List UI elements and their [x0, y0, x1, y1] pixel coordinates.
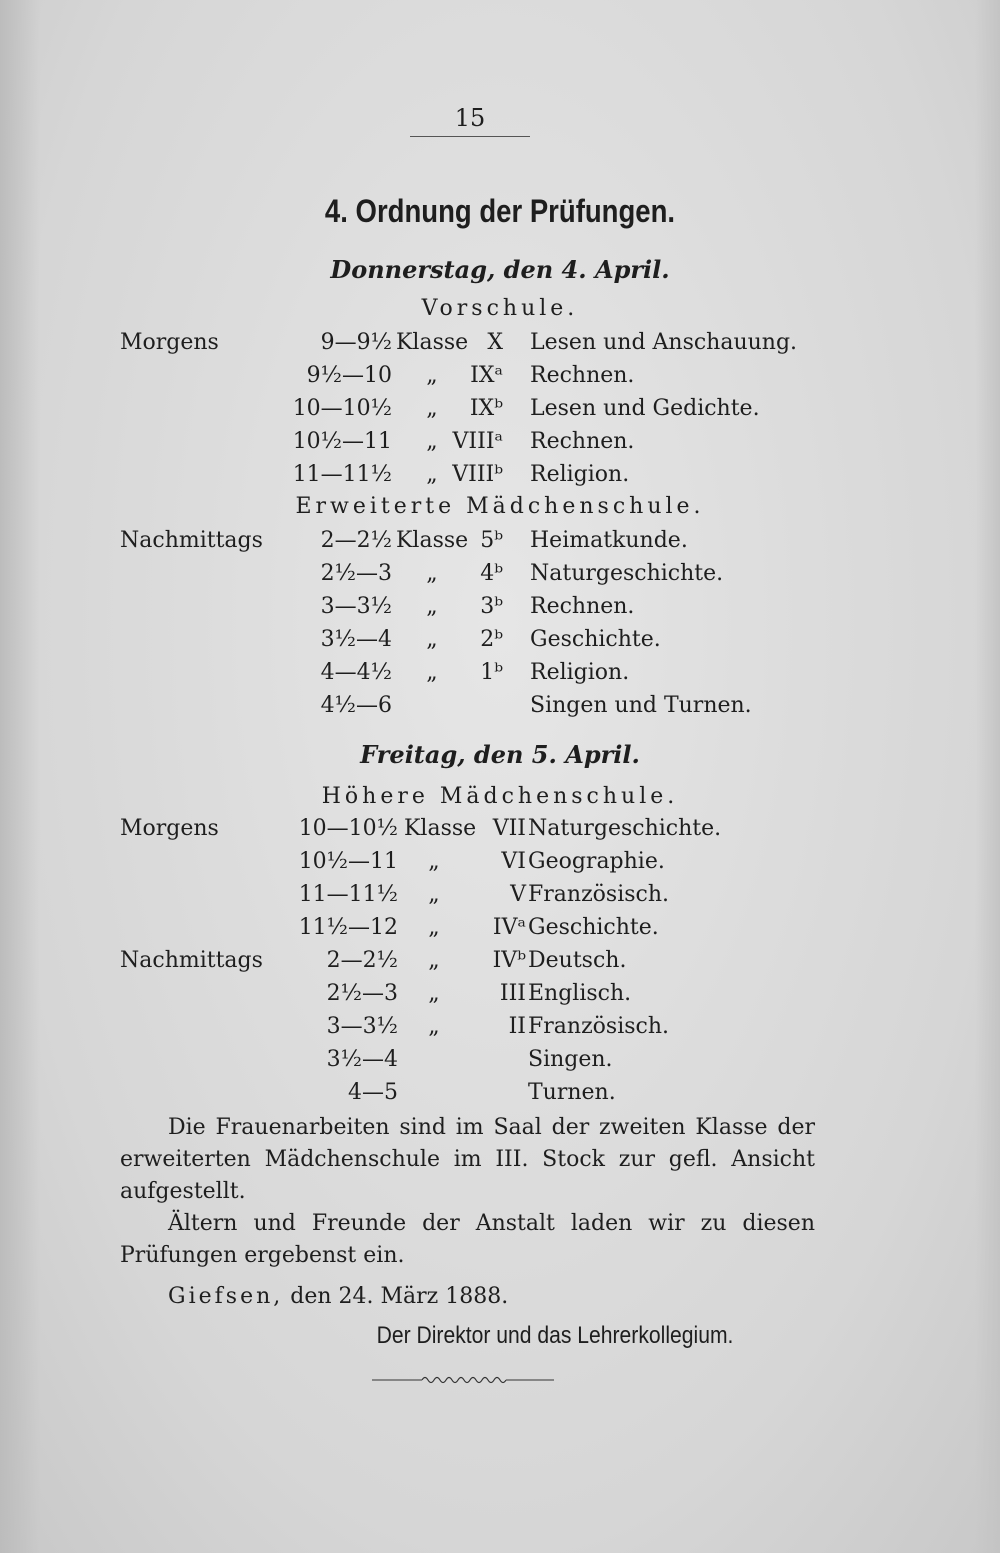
section-heading: Vorschule.	[421, 296, 579, 321]
class-name: VIIIᵃ	[452, 429, 503, 454]
subject: Naturgeschichte.	[530, 561, 724, 586]
signature: Der Direktor und das Lehrerkollegium.	[376, 1322, 734, 1349]
day-heading: Freitag, den 5. April.	[360, 740, 640, 769]
schedule-row	[0, 948, 1000, 980]
class-name: 2ᵇ	[480, 627, 503, 652]
time-slot: 3½—4	[326, 1047, 398, 1072]
schedule-row	[0, 1047, 1000, 1079]
day-heading: Donnerstag, den 4. April.	[330, 255, 670, 284]
class-name: IXᵃ	[470, 363, 503, 388]
time-slot: 10—10½	[298, 816, 398, 841]
ditto-mark: „	[426, 561, 438, 586]
subject: Geschichte.	[530, 627, 661, 652]
ditto-mark: „	[428, 981, 440, 1006]
class-name: 1ᵇ	[480, 660, 503, 685]
subject: Deutsch.	[528, 948, 627, 973]
subject: Geographie.	[528, 849, 665, 874]
time-slot: 10—10½	[292, 396, 392, 421]
subject: Heimatkunde.	[530, 528, 688, 553]
time-slot: 2—2½	[320, 528, 392, 553]
ditto-mark: „	[428, 849, 440, 874]
ditto-mark: „	[428, 1014, 440, 1039]
class-name: IXᵇ	[469, 396, 503, 421]
note-paragraph: Die Frauenarbeiten sind im Saal der zweiten Klasse der erweiterten Mädchenschule im III. Stock zur gefl. Ansicht aufgestellt.	[120, 1115, 815, 1204]
ditto-mark: „	[426, 660, 438, 685]
time-slot: 4—5	[348, 1080, 398, 1105]
class-name: 4ᵇ	[480, 561, 503, 586]
schedule-row	[0, 660, 1000, 692]
ditto-mark: „	[426, 363, 438, 388]
time-slot: 2½—3	[326, 981, 398, 1006]
schedule-row	[0, 528, 1000, 560]
subject: Rechnen.	[530, 594, 635, 619]
time-of-day: Morgens	[120, 330, 219, 355]
schedule-row	[0, 462, 1000, 494]
time-slot: 11½—12	[298, 915, 398, 940]
time-slot: 4½—6	[320, 693, 392, 718]
subject: Turnen.	[528, 1080, 616, 1105]
class-name: 3ᵇ	[480, 594, 503, 619]
time-slot: 9—9½	[320, 330, 392, 355]
time-slot: 10½—11	[292, 429, 392, 454]
subject: Französisch.	[528, 882, 670, 907]
ditto-mark: „	[426, 627, 438, 652]
subject: Naturgeschichte.	[528, 816, 722, 841]
schedule-row	[0, 849, 1000, 881]
subject: Lesen und Gedichte.	[530, 396, 760, 421]
klasse-label: Klasse	[396, 330, 469, 355]
ditto-mark: „	[428, 948, 440, 973]
section-heading: Höhere Mädchenschule.	[321, 784, 679, 809]
class-name: VIIIᵇ	[452, 462, 503, 487]
time-of-day: Morgens	[120, 816, 219, 841]
time-of-day: Nachmittags	[120, 948, 263, 973]
ditto-mark: „	[426, 594, 438, 619]
schedule-row	[0, 1080, 1000, 1112]
class-name: 5ᵇ	[480, 528, 503, 553]
place: Giefsen,	[168, 1284, 284, 1309]
class-name: VII	[492, 816, 526, 841]
page-edge-shadow	[975, 0, 1000, 1553]
subject: Französisch.	[528, 1014, 670, 1039]
time-slot: 11—11½	[292, 462, 392, 487]
subject: Singen und Turnen.	[530, 693, 752, 718]
section-heading: Erweiterte Mädchenschule.	[295, 494, 705, 519]
ornament-divider-icon	[372, 1372, 554, 1388]
place-date	[168, 1284, 508, 1309]
subject: Singen.	[528, 1047, 613, 1072]
class-name: X	[487, 330, 503, 355]
schedule-row	[0, 363, 1000, 395]
schedule-row	[0, 915, 1000, 947]
time-slot: 3—3½	[320, 594, 392, 619]
subject: Religion.	[530, 660, 630, 685]
class-name: III	[499, 981, 526, 1006]
klasse-label: Klasse	[404, 816, 477, 841]
schedule-row	[0, 594, 1000, 626]
subject: Religion.	[530, 462, 630, 487]
schedule-row	[0, 981, 1000, 1013]
time-slot: 2—2½	[326, 948, 398, 973]
ditto-mark: „	[426, 429, 438, 454]
subject: Rechnen.	[530, 363, 635, 388]
schedule-row	[0, 561, 1000, 593]
class-name: IVᵇ	[492, 948, 526, 973]
subject: Englisch.	[528, 981, 632, 1006]
ditto-mark: „	[428, 915, 440, 940]
schedule-row	[0, 882, 1000, 914]
schedule-row	[0, 396, 1000, 428]
page-title: 4. Ordnung der Prüfungen.	[324, 193, 676, 229]
subject: Geschichte.	[528, 915, 659, 940]
time-slot: 3—3½	[326, 1014, 398, 1039]
class-name: IVᵃ	[492, 915, 526, 940]
schedule-row	[0, 693, 1000, 725]
time-slot: 4—4½	[320, 660, 392, 685]
klasse-label: Klasse	[396, 528, 469, 553]
subject: Rechnen.	[530, 429, 635, 454]
time-of-day: Nachmittags	[120, 528, 263, 553]
page-number-rule	[410, 136, 530, 137]
class-name: VI	[501, 849, 526, 874]
schedule-row	[0, 1014, 1000, 1046]
schedule-row	[0, 330, 1000, 362]
time-slot: 11—11½	[298, 882, 398, 907]
page-number: 15	[454, 104, 486, 132]
time-slot: 3½—4	[320, 627, 392, 652]
page-edge-shadow	[0, 0, 40, 1553]
ditto-mark: „	[426, 462, 438, 487]
date: den 24. März 1888.	[290, 1284, 509, 1309]
ditto-mark: „	[426, 396, 438, 421]
schedule-row	[0, 627, 1000, 659]
time-slot: 2½—3	[320, 561, 392, 586]
class-name: II	[508, 1014, 526, 1039]
schedule-row	[0, 816, 1000, 848]
schedule-row	[0, 429, 1000, 461]
class-name: V	[510, 882, 526, 907]
subject: Lesen und Anschauung.	[530, 330, 798, 355]
note-paragraph: Ältern und Freunde der Anstalt laden wir zu diesen Prüfungen ergebenst ein.	[120, 1211, 815, 1268]
time-slot: 9½—10	[306, 363, 392, 388]
time-slot: 10½—11	[298, 849, 398, 874]
ditto-mark: „	[428, 882, 440, 907]
